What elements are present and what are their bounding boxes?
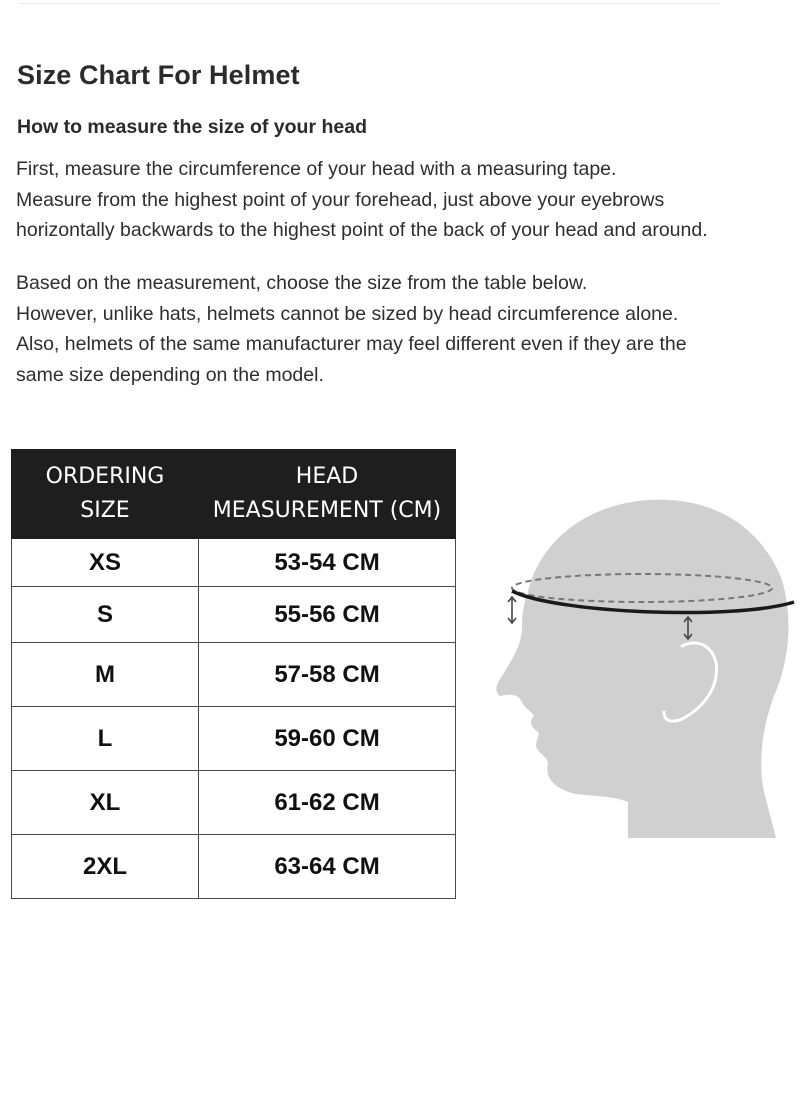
size-cell: S	[12, 587, 199, 643]
paragraph-line: Measure from the highest point of your forehead, just above your eyebrows	[16, 188, 665, 211]
paragraph-line: However, unlike hats, helmets cannot be sized by head circumference alone.	[16, 302, 679, 325]
size-cell: M	[12, 643, 199, 707]
table-row	[12, 539, 456, 587]
section-subtitle: How to measure the size of your head	[17, 116, 367, 138]
paragraph-line: Also, helmets of the same manufacturer may feel different even if they are the	[16, 333, 687, 355]
page-title: Size Chart For Helmet	[17, 60, 300, 90]
header-line: SIZE	[80, 498, 130, 523]
size-cell: XL	[12, 771, 199, 835]
table-row	[12, 707, 456, 771]
head-measurement-illustration	[488, 496, 800, 840]
paragraph-line: horizontally backwards to the highest point of the back of your head and around.	[16, 219, 708, 241]
measure-instructions	[16, 154, 708, 246]
header-line: HEAD	[295, 464, 359, 489]
table-row	[12, 771, 456, 835]
head-silhouette	[496, 500, 788, 838]
header-ordering-size	[12, 450, 199, 539]
paragraph-line: same size depending on the model.	[16, 363, 324, 386]
table-row	[12, 835, 456, 899]
table-row	[12, 587, 456, 643]
size-cell: 2XL	[12, 835, 199, 899]
measurement-cell: 57-58 CM	[199, 643, 456, 707]
forehead-height-arrow-icon	[508, 597, 516, 623]
table-row	[12, 643, 456, 707]
top-divider	[20, 3, 720, 4]
table-header-row	[12, 450, 456, 539]
sizing-note	[16, 268, 687, 390]
header-line: MEASUREMENT (CM)	[212, 498, 442, 523]
size-chart-table	[11, 449, 456, 899]
paragraph-line: Based on the measurement, choose the size from the table below.	[16, 272, 588, 294]
measurement-cell: 55-56 CM	[199, 587, 456, 643]
measurement-cell: 59-60 CM	[199, 707, 456, 771]
measurement-cell: 63-64 CM	[199, 835, 456, 899]
header-line: ORDERING	[45, 464, 165, 489]
measurement-cell: 61-62 CM	[199, 771, 456, 835]
size-cell: L	[12, 707, 199, 771]
header-head-measurement	[199, 450, 456, 539]
size-cell: XS	[12, 539, 199, 587]
measurement-cell: 53-54 CM	[199, 539, 456, 587]
paragraph-line: First, measure the circumference of your head with a measuring tape.	[16, 158, 617, 180]
